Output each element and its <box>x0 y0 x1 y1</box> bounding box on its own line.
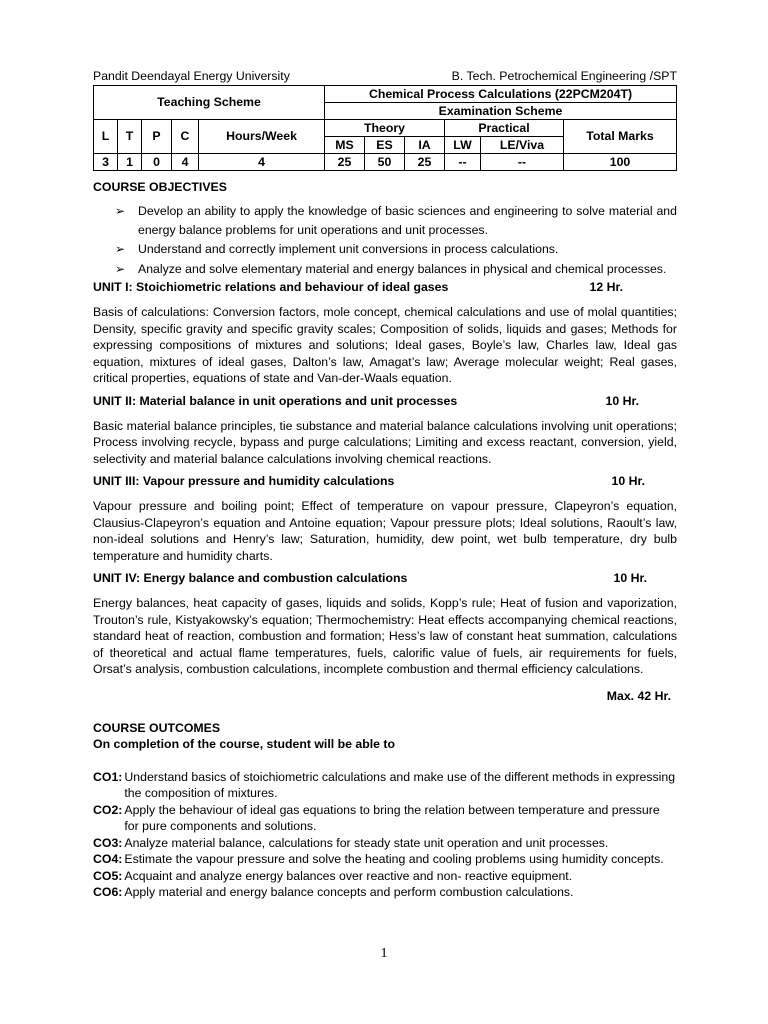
col-ia: IA <box>405 137 445 154</box>
unit-4 <box>93 570 677 678</box>
col-hours-week: Hours/Week <box>199 120 325 154</box>
exam-scheme-header: Examination Scheme <box>325 103 677 120</box>
value-ia: 25 <box>405 154 445 171</box>
outcome-text: Acquaint and analyze energy balances over reactive and non- reactive equipment. <box>124 868 573 883</box>
page-number: 1 <box>380 946 388 961</box>
value-l: 3 <box>94 154 118 171</box>
col-p: P <box>142 120 172 154</box>
unit-body: Basic material balance principles, tie substance and material balance calculations involving unit operations; Process involving recycle, bypass and purge calculations; Limiting and excess reactant, conversion, yield, selectivity and material balance calculations involving chemical reactions. <box>93 418 677 466</box>
outcome-label: CO1: <box>93 769 123 784</box>
outcome-text: Understand basics of stoichiometric calculations and make use of the different methods in expressing the composition of mixtures. <box>124 769 676 800</box>
unit-3 <box>93 473 677 564</box>
outcome-label: CO4: <box>93 852 123 866</box>
col-le-viva: LE/Viva <box>481 137 564 154</box>
value-le-viva: -- <box>481 154 564 171</box>
value-es: 50 <box>365 154 405 171</box>
max-hours: Max. 42 Hr. <box>606 688 671 703</box>
list-item <box>93 769 677 802</box>
outcome-label: CO2: <box>93 802 123 817</box>
scheme-table <box>93 85 677 171</box>
unit-title: UNIT I: Stoichiometric relations and behaviour of ideal gases <box>93 280 449 294</box>
value-total: 100 <box>564 154 677 171</box>
unit-title: UNIT IV: Energy balance and combustion calculations <box>93 571 408 585</box>
unit-hours: 10 Hr. <box>611 474 645 488</box>
outcomes-list <box>93 769 677 901</box>
objective-text: Analyze and solve elementary material and energy balances in physical and chemical processes. <box>138 261 667 276</box>
unit-title: UNIT II: Material balance in unit operations and unit processes <box>93 393 458 408</box>
arrow-bullet-icon: ➢ <box>115 242 126 256</box>
value-lw: -- <box>445 154 481 171</box>
objective-text: Develop an ability to apply the knowledge of basic sciences and engineering to solve material and energy balance problems for unit operations and unit processes. <box>138 204 677 237</box>
theory-header: Theory <box>325 120 445 137</box>
list-item <box>93 802 677 835</box>
col-c: C <box>172 120 199 154</box>
value-ms: 25 <box>325 154 365 171</box>
col-t: T <box>118 120 142 154</box>
course-name-header: Chemical Process Calculations (22PCM204T) <box>325 86 677 103</box>
total-marks-header: Total Marks <box>564 120 677 154</box>
outcome-label: CO5: <box>93 868 123 883</box>
arrow-bullet-icon: ➢ <box>115 204 126 218</box>
col-ms: MS <box>325 137 365 154</box>
list-item <box>93 240 677 259</box>
objectives-list <box>93 202 677 278</box>
table-row <box>94 86 677 103</box>
outcome-text: Analyze material balance, calculations for steady state unit operation and unit processes. <box>124 835 609 850</box>
list-item <box>93 835 677 852</box>
table-row <box>94 154 677 171</box>
col-lw: LW <box>445 137 481 154</box>
outcome-label: CO6: <box>93 885 123 899</box>
university-name: Pandit Deendayal Energy University <box>93 69 290 83</box>
practical-header: Practical <box>445 120 564 137</box>
objectives-title: COURSE OBJECTIVES <box>93 180 227 194</box>
table-row <box>94 120 677 137</box>
unit-body: Vapour pressure and boiling point; Effect of temperature on vapour pressure, Clapeyron’s equation, Clausius-Clapeyron’s equation and Antoine equation; Vapour pressure plots; Ideal solutions, Raoult’s law, non-ideal solutions and Henry’s law; Saturation, humidity, dew point, wet bulb temperature, dry bulb temperature and humidity charts. <box>93 499 677 563</box>
objective-text: Understand and correctly implement unit conversions in process calculations. <box>138 242 559 256</box>
page-header <box>93 69 677 84</box>
unit-title: UNIT III: Vapour pressure and humidity calculations <box>93 474 395 488</box>
unit-1 <box>93 279 677 387</box>
outcome-text: Estimate the vapour pressure and solve the heating and cooling problems using humidity concepts. <box>124 852 664 866</box>
list-item <box>93 260 677 279</box>
value-hours: 4 <box>199 154 325 171</box>
outcome-text: Apply material and energy balance concepts and perform combustion calculations. <box>124 885 574 899</box>
list-item <box>93 884 677 901</box>
unit-2 <box>93 393 677 468</box>
unit-body: Energy balances, heat capacity of gases, liquids and solids, Kopp’s rule; Heat of fusion and vaporization, Trouton’s rule, Kistyakowsky’s equation; Thermochemistry: Heat effects accompanying chemical reactions, standard heat of reaction, combustion and formation; Hess’s law of constant heat summation, calculations of theoretical and actual flame temperatures, fuels, calorific value of fuels, air requirements for fuels, Orsat’s analysis, combustion calculations, incomplete combustion and thermal efficiency calculations. <box>93 596 677 676</box>
program-name: B. Tech. Petrochemical Engineering /SPT <box>451 69 677 83</box>
unit-hours: 12 Hr. <box>589 280 623 294</box>
document-page <box>93 69 677 901</box>
list-item <box>93 851 677 868</box>
value-p: 0 <box>142 154 172 171</box>
col-l: L <box>94 120 118 154</box>
list-item <box>93 868 677 885</box>
unit-body: Basis of calculations: Conversion factors, mole concept, chemical calculations and use of molal quantities; Density, specific gravity and specific gravity scales; Composition of solids, liquids and gases; Methods for expressing compositions of mixtures and solutions; Ideal gases, Boyle’s law, Charles law, Ideal gas equation, mixtures of ideal gases, Dalton’s law, Amagat’s law; Average molecular weight; Real gases, critical properties, equations of state and Van-der-Waals equation. <box>93 305 677 385</box>
unit-hours: 10 Hr. <box>605 393 639 408</box>
outcome-text: Apply the behaviour of ideal gas equations to bring the relation between temperature and pressure for pure components and solutions. <box>124 802 660 833</box>
col-es: ES <box>365 137 405 154</box>
list-item <box>93 202 677 239</box>
value-t: 1 <box>118 154 142 171</box>
unit-hours: 10 Hr. <box>613 571 647 585</box>
outcome-label: CO3: <box>93 835 123 850</box>
outcomes-intro: On completion of the course, student will be able to <box>93 736 395 751</box>
outcomes-title: COURSE OUTCOMES <box>93 720 221 735</box>
value-c: 4 <box>172 154 199 171</box>
arrow-bullet-icon: ➢ <box>115 261 126 276</box>
teaching-scheme-header: Teaching Scheme <box>94 86 325 120</box>
